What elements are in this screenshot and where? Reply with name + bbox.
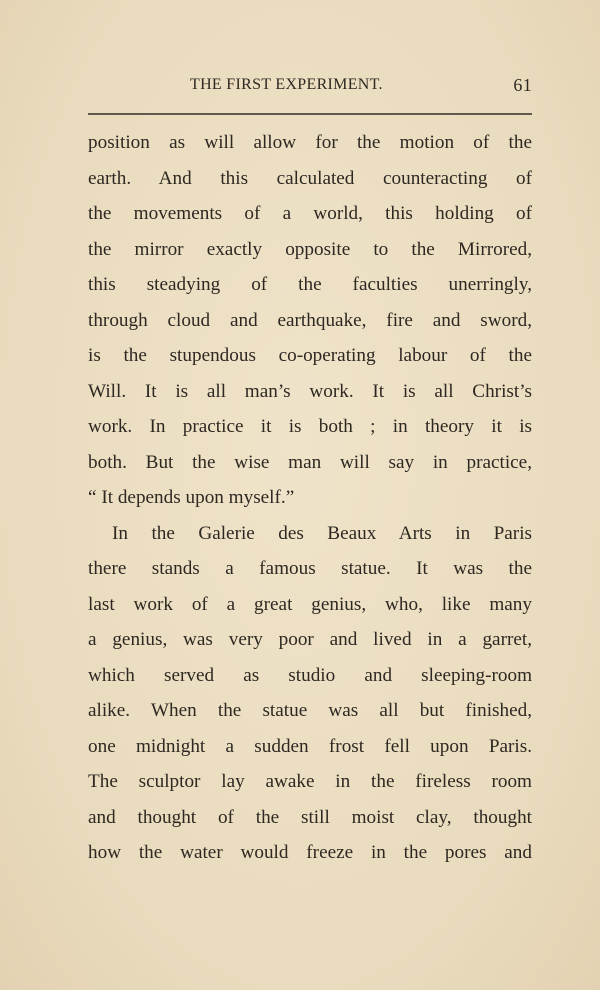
text-line: a genius, was very poor and lived in a garret, (88, 629, 532, 650)
text-line: both. But the wise man will say in practice, (88, 451, 532, 473)
text-line: through cloud and earthquake, fire and sword, (88, 309, 532, 331)
running-title: THE FIRST EXPERIMENT. (190, 76, 383, 93)
text-line: work. In practice it is both ; in theory it is (88, 416, 532, 437)
text-line: last work of a great genius, who, like many (88, 593, 532, 615)
text-line: is the stupendous co-operating labour of the (88, 345, 532, 366)
page-number: 61 (513, 75, 532, 95)
text-line: position as will allow for the motion of the (88, 132, 532, 153)
text-line: there stands a famous statue. It was the (88, 558, 532, 579)
text-line: how the water would freeze in the pores and (88, 842, 532, 863)
text-line: the mirror exactly opposite to the Mirrored, (88, 238, 532, 260)
running-header (88, 76, 534, 100)
text-line: Will. It is all man’s work. It is all Christ’s (88, 380, 532, 402)
text-line: alike. When the statue was all but finished, (88, 700, 532, 721)
text-line: earth. And this calculated counteracting of (88, 167, 532, 189)
text-line: In the Galerie des Beaux Arts in Paris (112, 522, 532, 544)
body-text (88, 128, 532, 874)
text-line: and thought of the still moist clay, thought (88, 806, 532, 828)
text-line: this steadying of the faculties unerringly, (88, 274, 532, 295)
text-line: which served as studio and sleeping-room (88, 664, 532, 686)
text-line: the movements of a world, this holding of (88, 203, 532, 224)
text-line: one midnight a sudden frost fell upon Paris. (88, 735, 532, 757)
text-line: “ It depends upon myself.” (88, 487, 295, 508)
header-rule (88, 113, 532, 115)
text-line: The sculptor lay awake in the fireless room (88, 771, 532, 792)
